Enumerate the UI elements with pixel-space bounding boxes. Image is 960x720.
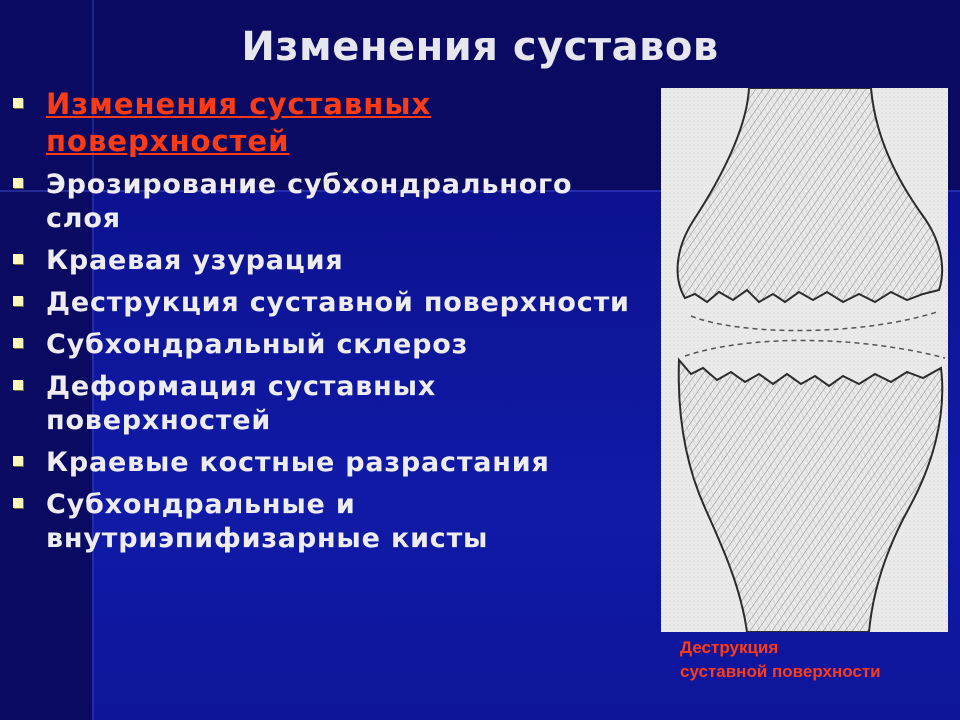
bullet-text: Краевая узурация (46, 245, 344, 276)
bullet-marker-icon (13, 338, 23, 348)
bullet-text: Субхондральный склероз (46, 329, 469, 360)
bullet-item (10, 168, 650, 236)
bullet-item (10, 244, 650, 278)
bullet-text: Эрозирование субхондрального слоя (46, 169, 573, 234)
bullet-marker-icon (13, 380, 23, 390)
bullet-item (10, 370, 650, 438)
bullet-item (10, 446, 650, 480)
bullet-marker-icon (13, 456, 23, 466)
caption-line-1: Деструкция (680, 638, 779, 657)
bullet-text: Изменения суставных поверхностей (46, 87, 432, 158)
bullet-list (10, 86, 650, 564)
bullet-marker-icon (13, 98, 23, 108)
bullet-text: Краевые костные разрастания (46, 447, 550, 478)
bullet-marker-icon (13, 254, 23, 264)
bullet-text: Деформация суставных поверхностей (46, 371, 437, 436)
caption-line-2: суставной поверхности (680, 662, 881, 681)
bullet-marker-icon (13, 178, 23, 188)
bullet-text: Субхондральные и внутриэпифизарные кисты (46, 489, 489, 554)
bullet-item-heading (10, 86, 650, 160)
joint-illustration (661, 88, 948, 632)
bullet-marker-icon (13, 296, 23, 306)
bullet-item (10, 488, 650, 556)
bullet-text: Деструкция суставной поверхности (46, 287, 630, 318)
bullet-item (10, 328, 650, 362)
bullet-marker-icon (13, 498, 23, 508)
slide-title: Изменения суставов (241, 24, 719, 70)
figure-caption (680, 636, 955, 684)
joint-drawing (661, 88, 948, 632)
bullet-item (10, 286, 650, 320)
